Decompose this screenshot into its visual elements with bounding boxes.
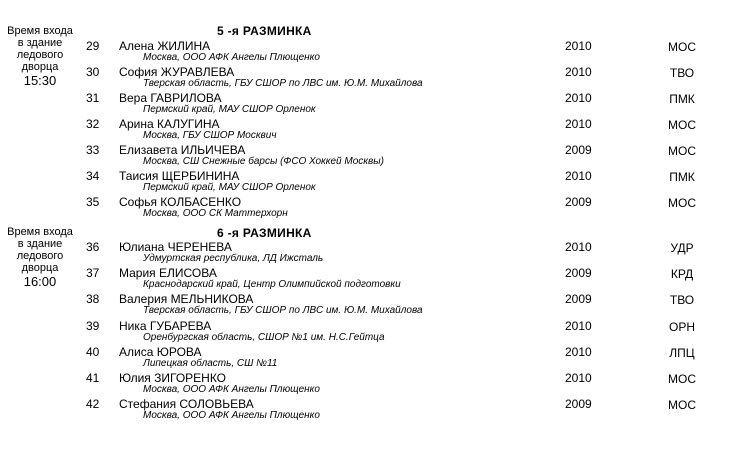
region-code: УДР bbox=[670, 241, 694, 255]
table-row bbox=[0, 318, 750, 344]
skater-club: Пермский край, МАУ СШОР Орленок bbox=[143, 182, 316, 193]
region-code: МОС bbox=[668, 40, 696, 54]
skater-name: Юлия ЗИГОРЕНКО bbox=[119, 371, 227, 385]
group-heading: 6 -я РАЗМИНКА bbox=[217, 226, 312, 240]
birth-year: 2010 bbox=[565, 169, 592, 183]
table-row bbox=[0, 344, 750, 370]
table-row bbox=[0, 370, 750, 396]
birth-year: 2010 bbox=[565, 91, 592, 105]
skater-name: Вера ГАВРИЛОВА bbox=[119, 91, 222, 105]
entry-time-label-line: в здание bbox=[17, 37, 63, 49]
birth-year: 2009 bbox=[565, 292, 592, 306]
region-code: МОС bbox=[668, 372, 696, 386]
start-number: 38 bbox=[86, 292, 100, 306]
skater-club: Пермский край, МАУ СШОР Орленок bbox=[143, 104, 316, 115]
region-code: КРД bbox=[670, 267, 694, 281]
birth-year: 2010 bbox=[565, 345, 592, 359]
table-row bbox=[0, 291, 750, 317]
table-row bbox=[0, 142, 750, 168]
skater-club: Москва, ГБУ СШОР Москвич bbox=[143, 130, 277, 141]
table-row bbox=[0, 116, 750, 142]
skater-club: Москва, ООО СК Маттерхорн bbox=[143, 208, 288, 219]
birth-year: 2010 bbox=[565, 240, 592, 254]
table-row bbox=[0, 168, 750, 194]
table-row bbox=[0, 396, 750, 422]
skater-name: Софья КОЛБАСЕНКО bbox=[119, 195, 242, 209]
region-code: МОС bbox=[668, 398, 696, 412]
birth-year: 2010 bbox=[565, 39, 592, 53]
skater-name: Юлиана ЧЕРЕНЕВА bbox=[119, 240, 232, 254]
entry-time: 15:30 bbox=[23, 73, 57, 88]
entry-time: 16:00 bbox=[23, 274, 57, 289]
start-number: 30 bbox=[86, 65, 100, 79]
skater-club: Удмуртская республика, ЛД Ижсталь bbox=[143, 253, 324, 264]
skater-club: Москва, ООО АФК Ангелы Плющенко bbox=[143, 410, 320, 421]
group-heading: 5 -я РАЗМИНКА bbox=[217, 24, 312, 38]
table-row bbox=[0, 239, 750, 265]
region-code: ПМК bbox=[669, 92, 695, 106]
skater-name: Валерия МЕЛЬНИКОВА bbox=[119, 292, 254, 306]
birth-year: 2009 bbox=[565, 266, 592, 280]
region-code: ЛПЦ bbox=[669, 346, 695, 360]
region-code: МОС bbox=[668, 196, 696, 210]
skater-club: Москва, ООО АФК Ангелы Плющенко bbox=[143, 52, 320, 63]
skater-club: Краснодарский край, Центр Олимпийской подготовки bbox=[143, 279, 401, 290]
birth-year: 2009 bbox=[565, 143, 592, 157]
skater-name: Арина КАЛУГИНА bbox=[119, 117, 220, 131]
table-row bbox=[0, 64, 750, 90]
table-row bbox=[0, 38, 750, 64]
start-number: 33 bbox=[86, 143, 100, 157]
skater-name: Мария ЕЛИСОВА bbox=[119, 266, 217, 280]
region-code: ТВО bbox=[669, 293, 695, 307]
table-row bbox=[0, 265, 750, 291]
skater-club: Тверская область, ГБУ СШОР по ЛВС им. Ю.М. Михайлова bbox=[143, 78, 423, 89]
start-number: 31 bbox=[86, 91, 100, 105]
birth-year: 2009 bbox=[565, 195, 592, 209]
skater-name: Алена ЖИЛИНА bbox=[119, 39, 211, 53]
birth-year: 2010 bbox=[565, 117, 592, 131]
birth-year: 2010 bbox=[565, 371, 592, 385]
start-number: 32 bbox=[86, 117, 100, 131]
start-number: 29 bbox=[86, 39, 100, 53]
entry-time-label-line: ледового дворца bbox=[16, 49, 64, 73]
skater-club: Тверская область, ГБУ СШОР по ЛВС им. Ю.М. Михайлова bbox=[143, 305, 423, 316]
skater-name: Алиса ЮРОВА bbox=[119, 345, 202, 359]
start-number: 39 bbox=[86, 319, 100, 333]
region-code: ОРН bbox=[668, 320, 695, 334]
start-number: 34 bbox=[86, 169, 100, 183]
entry-time-label-line: Время входа bbox=[7, 226, 73, 238]
start-number: 42 bbox=[86, 397, 100, 411]
birth-year: 2009 bbox=[565, 397, 592, 411]
entry-time-label-line: Время входа bbox=[7, 25, 73, 37]
skater-club: Москва, СШ Снежные барсы (ФСО Хоккей Москвы) bbox=[143, 156, 384, 167]
table-row bbox=[0, 194, 750, 220]
skater-name: Елизавета ИЛЬИЧЕВА bbox=[119, 143, 246, 157]
birth-year: 2010 bbox=[565, 65, 592, 79]
region-code: МОС bbox=[668, 144, 696, 158]
skater-club: Москва, ООО АФК Ангелы Плющенко bbox=[143, 384, 320, 395]
skater-name: Стефания СОЛОВЬЕВА bbox=[119, 397, 254, 411]
region-code: ПМК bbox=[669, 170, 695, 184]
start-number: 40 bbox=[86, 345, 100, 359]
skater-name: Таисия ЩЕРБИНИНА bbox=[119, 169, 240, 183]
birth-year: 2010 bbox=[565, 319, 592, 333]
start-number: 36 bbox=[86, 240, 100, 254]
entry-time-label-line: ледового дворца bbox=[16, 250, 64, 274]
region-code: МОС bbox=[668, 118, 696, 132]
skater-club: Оренбургская область, СШОР №1 им. Н.С.Гейтца bbox=[143, 332, 385, 343]
entry-time-label-line: в здание bbox=[17, 238, 63, 250]
region-code: ТВО bbox=[669, 66, 695, 80]
skater-name: София ЖУРАВЛЕВА bbox=[119, 65, 235, 79]
start-number: 41 bbox=[86, 371, 100, 385]
table-row bbox=[0, 90, 750, 116]
skater-club: Липецкая область, СШ №11 bbox=[143, 358, 278, 369]
skater-name: Ника ГУБАРЕВА bbox=[119, 319, 212, 333]
start-number: 35 bbox=[86, 195, 100, 209]
start-number: 37 bbox=[86, 266, 100, 280]
